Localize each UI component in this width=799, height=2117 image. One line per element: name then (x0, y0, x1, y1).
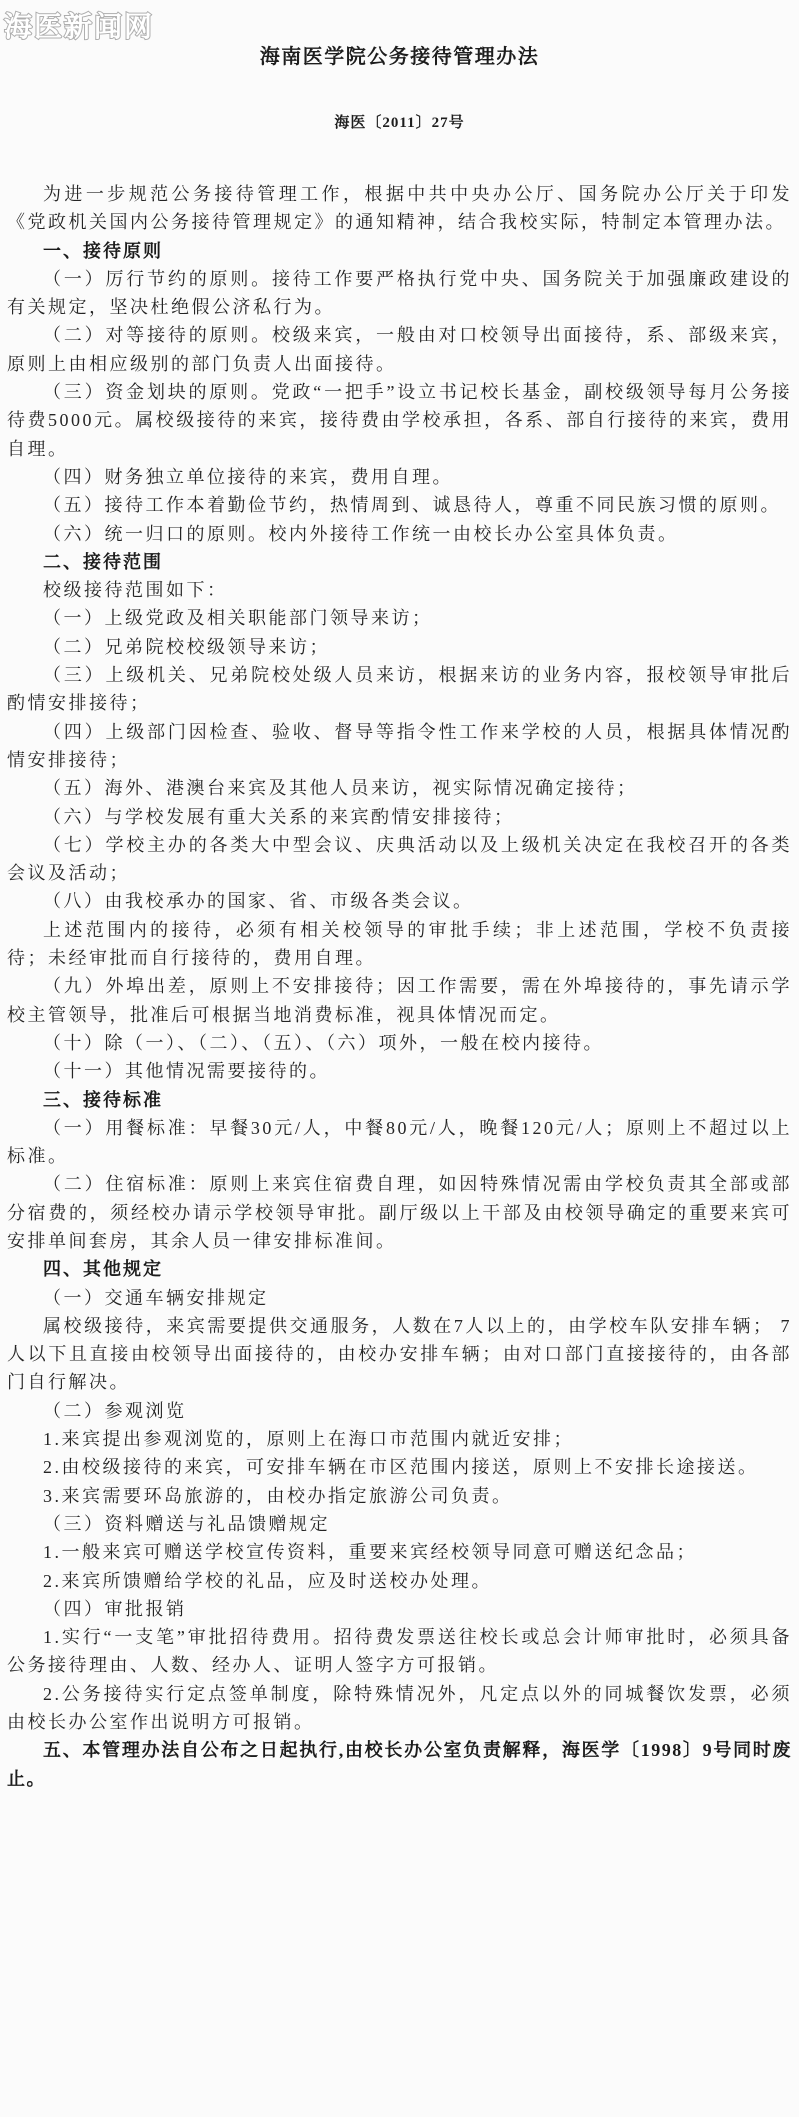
paragraph: （一）上级党政及相关职能部门领导来访； (43, 608, 433, 629)
paragraph: 上述范围内的接待，必须有相关校领导的审批手续；非上述范围，学校不负责接待；未经审批而自行接待的，费用自理。 (7, 919, 792, 969)
paragraph: （六）与学校发展有重大关系的来宾酌情安排接待； (43, 806, 515, 827)
paragraph: 2.由校级接待的来宾，可安排车辆在市区范围内接送，原则上不安排长途接送。 (43, 1457, 759, 1478)
paragraph: （十一）其他情况需要接待的。 (43, 1061, 330, 1082)
paragraph: （九）外埠出差，原则上不安排接待；因工作需要，需在外埠接待的，事先请示学校主管领导，批准后可根据当地消费标准，视具体情况而定。 (7, 976, 792, 1025)
document-body (0, 180, 799, 1793)
paragraph: 校级接待范围如下： (43, 580, 228, 601)
paragraph: 2.公务接待实行定点签单制度，除特殊情况外，凡定点以外的同城餐饮发票，必须由校长办公室作出说明方可报销。 (7, 1683, 792, 1733)
paragraph: 为进一步规范公务接待管理工作，根据中共中央办公厅、国务院办公厅关于印发《党政机关国内公务接待管理规定》的通知精神，结合我校实际，特制定本管理办法。 (7, 184, 792, 233)
paragraph: （一）用餐标准：早餐30元/人，中餐80元/人，晚餐120元/人；原则上不超过以上标准。 (7, 1117, 792, 1167)
paragraph: （四）财务独立单位接待的来宾，费用自理。 (43, 466, 453, 487)
paragraph: （三）资金划块的原则。党政“一把手”设立书记校长基金，副校级领导每月公务接待费5000元。属校级接待的来宾，接待费由学校承担，各系、部自行接待的来宾，费用自理。 (7, 382, 792, 459)
paragraph: 属校级接待，来宾需要提供交通服务，人数在7人以上的，由学校车队安排车辆； 7人以下且直接由校领导出面接待的，由校办安排车辆；由对口部门直接接待的，由各部门自行解决。 (7, 1315, 792, 1393)
paragraph: （十）除（一）、（二）、（五）、（六）项外，一般在校内接待。 (43, 1032, 604, 1053)
paragraph: （四）审批报销 (43, 1598, 187, 1619)
section-heading: 二、接待范围 (43, 551, 163, 572)
paragraph: 五、本管理办法自公布之日起执行,由校长办公室负责解释，海医学〔1998〕9号同时废止。 (7, 1740, 792, 1789)
paragraph: （三）上级机关、兄弟院校处级人员来访，根据来访的业务内容，报校领导审批后酌情安排接待； (7, 665, 792, 714)
paragraph: （一）交通车辆安排规定 (43, 1287, 269, 1308)
paragraph: （五）海外、港澳台来宾及其他人员来访，视实际情况确定接待； (43, 778, 638, 799)
paragraph: （二）住宿标准：原则上来宾住宿费自理，如因特殊情况需由学校负责其全部或部分宿费的，须经校办请示学校领导审批。副厅级以上干部及由校领导确定的重要来宾可安排单间套房，其余人员一律安排标准间。 (7, 1174, 792, 1251)
paragraph: （八）由我校承办的国家、省、市级各类会议。 (43, 891, 474, 912)
paragraph: （四）上级部门因检查、验收、督导等指令性工作来学校的人员，根据具体情况酌情安排接待； (7, 721, 792, 770)
page-title: 海南医学院公务接待管理办法 (259, 46, 540, 68)
paragraph: 3.来宾需要环岛旅游的，由校办指定旅游公司负责。 (43, 1485, 513, 1506)
section-heading: 四、其他规定 (43, 1259, 163, 1280)
paragraph: （三）资料赠送与礼品馈赠规定 (43, 1513, 330, 1534)
paragraph: （五）接待工作本着勤俭节约，热情周到、诚恳待人，尊重不同民族习惯的原则。 (43, 495, 781, 516)
document-number: 海医〔2011〕27号 (334, 115, 465, 131)
paragraph: （二）参观浏览 (43, 1400, 187, 1421)
paragraph: （七）学校主办的各类大中型会议、庆典活动以及上级机关决定在我校召开的各类会议及活动； (7, 834, 792, 884)
paragraph: 1.实行“一支笔”审批招待费用。招待费发票送往校长或总会计师审批时，必须具备公务接待理由、人数、经办人、证明人签字方可报销。 (7, 1627, 792, 1676)
paragraph: （一）厉行节约的原则。接待工作要严格执行党中央、国务院关于加强廉政建设的有关规定，坚决杜绝假公济私行为。 (7, 268, 792, 318)
paragraph: （六）统一归口的原则。校内外接待工作统一由校长办公室具体负责。 (43, 523, 679, 544)
paragraph: 1.一般来宾可赠送学校宣传资料，重要来宾经校领导同意可赠送纪念品； (43, 1542, 697, 1563)
section-heading: 一、接待原则 (43, 240, 163, 261)
paragraph: （二）兄弟院校校级领导来访； (43, 636, 330, 657)
section-heading: 三、接待标准 (43, 1089, 163, 1110)
paragraph: （二）对等接待的原则。校级来宾，一般由对口校领导出面接待，系、部级来宾，原则上由相应级别的部门负责人出面接待。 (7, 325, 792, 374)
site-watermark-logo: 海医新闻网 (4, 11, 155, 42)
paragraph: 2.来宾所馈赠给学校的礼品，应及时送校办处理。 (43, 1570, 492, 1591)
paragraph: 1.来宾提出参观浏览的，原则上在海口市范围内就近安排； (43, 1429, 574, 1450)
